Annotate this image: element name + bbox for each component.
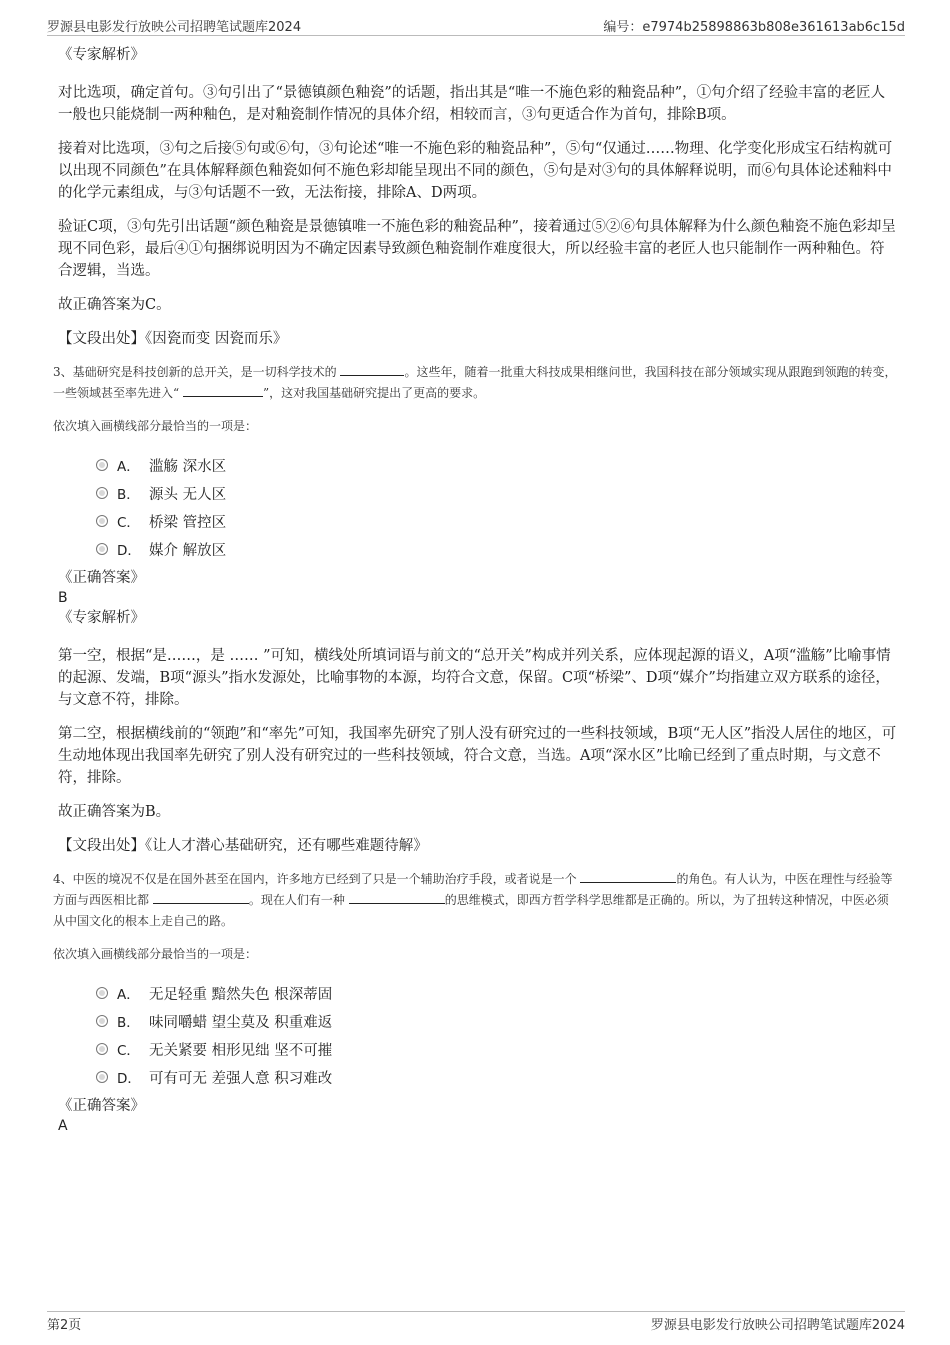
- prev-source: 【文段出处】《因瓷而变 因瓷而乐》: [58, 331, 288, 347]
- header-title: 罗源县电影发行放映公司招聘笔试题库2024: [47, 20, 302, 35]
- question-3-analysis-label: 《专家解析》: [58, 610, 145, 626]
- question-4-blank-3: [349, 890, 445, 904]
- question-3-analysis-paragraph-1: 第一空，根据“是……，是 …… ”可知，横线处所填词语与前文的“总开关”构成并列关系，应体现起源的语义，A项“滥觞”比喻事情的起源、发端，B项“源头”指水发源处，比喻事物的本源，均符合文意，保留。C项“桥梁”、D项“媒介”均指建立双方联系的途径，与文意不符，排除。: [58, 648, 891, 708]
- question-4-option-c[interactable]: C． 无关紧要 相形见绌 坚不可摧: [96, 1035, 898, 1063]
- question-4-option-a[interactable]: A． 无足轻重 黯然失色 根深蒂固: [96, 979, 898, 1007]
- question-4-answer-label: 《正确答案》: [58, 1098, 145, 1114]
- header-divider: [47, 35, 905, 36]
- footer-title: 罗源县电影发行放映公司招聘笔试题库2024: [650, 1318, 905, 1333]
- header-code: 编号：e7974b25898863b808e361613ab6c15d: [603, 20, 905, 35]
- question-3-analysis-paragraph-2: 第二空，根据横线前的“领跑”和“率先”可知，我国率先研究了别人没有研究过的一些科技领域，B项“无人区”指没人居住的地区，可生动地体现出我国率先研究了别人没有研究过的一些科技领域，符合文意，当选。A项“深水区”比喻已经到了重点时期，与文意不符，排除。: [58, 726, 897, 786]
- question-4-option-d[interactable]: D． 可有可无 差强人意 积习难改: [96, 1063, 898, 1091]
- question-3-blank-2: [183, 383, 263, 397]
- question-4-text: 4、中医的境况不仅是在国外甚至在国内，许多地方已经到了只是一个辅助治疗手段，或者说是一个 的角色。有人认为，中医在理性与经验等方面与西医相比都 。现在人们有一种 的思维模式，即西方哲学科学思维都是正确的。所以，为了扭转这种情况，中医必须从中国文化的根本上走自己的路。: [53, 869, 898, 932]
- question-3-conclusion: 故正确答案为B。: [58, 804, 171, 820]
- question-4-option-b[interactable]: B． 味同嚼蜡 望尘莫及 积重难返: [96, 1007, 898, 1035]
- question-3-source: 【文段出处】《让人才潜心基础研究，还有哪些难题待解》: [58, 838, 428, 854]
- radio-icon[interactable]: [96, 1043, 108, 1055]
- question-4-answer: A: [58, 1118, 68, 1134]
- footer-divider: [47, 1311, 905, 1312]
- prev-analysis-label: 《专家解析》: [58, 47, 145, 63]
- page-content: [53, 44, 898, 1135]
- radio-icon[interactable]: [96, 543, 108, 555]
- footer-page-number: 第2页: [47, 1318, 82, 1333]
- radio-icon[interactable]: [96, 515, 108, 527]
- radio-icon[interactable]: [96, 1071, 108, 1083]
- radio-icon[interactable]: [96, 987, 108, 999]
- prev-analysis-paragraph-2: 接着对比选项，③句之后接⑤句或⑥句，③句论述“唯一不施色彩的釉瓷品种”，⑤句“仅通过……物理、化学变化形成宝石结构就可以出现不同颜色”在具体解释颜色釉瓷如何不施色彩却能呈现出不同的颜色，⑤句是对③句的具体解释说明，而⑥句具体论述釉料中的化学元素组成，与③句话题不一致，无法衔接，排除A、D两项。: [58, 141, 893, 201]
- question-4-blank-2: [153, 890, 249, 904]
- question-3-options: [96, 451, 898, 563]
- question-3-blank-1: [340, 362, 404, 376]
- radio-icon[interactable]: [96, 1015, 108, 1027]
- radio-icon[interactable]: [96, 459, 108, 471]
- page-header: [0, 0, 950, 36]
- question-3-text: 3、基础研究是科技创新的总开关，是一切科学技术的 。这些年，随着一批重大科技成果相继问世，我国科技在部分领域实现从跟跑到领跑的转变，一些领域甚至率先进入“ ”，这对我国基础研究提出了更高的要求。: [53, 362, 898, 404]
- question-4-options: [96, 979, 898, 1091]
- prev-analysis-paragraph-3: 验证C项，③句先引出话题“颜色釉瓷是景德镇唯一不施色彩的釉瓷品种”，接着通过⑤②⑥句具体解释为什么颜色釉瓷不施色彩却呈现不同色彩，最后④①句捆绑说明因为不确定因素导致颜色釉瓷制作难度很大，所以经验丰富的老匠人也只能制作一两种釉色。符合逻辑，当选。: [58, 219, 896, 279]
- radio-icon[interactable]: [96, 487, 108, 499]
- question-3-option-b[interactable]: B． 源头 无人区: [96, 479, 898, 507]
- question-3-answer-label: 《正确答案》: [58, 570, 145, 586]
- question-3-prompt: 依次填入画横线部分最恰当的一项是：: [53, 419, 258, 433]
- question-3-option-d[interactable]: D． 媒介 解放区: [96, 535, 898, 563]
- question-4-blank-1: [580, 869, 676, 883]
- prev-analysis-paragraph-1: 对比选项，确定首句。③句引出了“景德镇颜色釉瓷”的话题，指出其是“唯一不施色彩的釉瓷品种”，①句介绍了经验丰富的老匠人一般也只能烧制一两种釉色，是对釉瓷制作情况的具体介绍，相较而言，③句更适合作为首句，排除B项。: [58, 85, 886, 123]
- prev-conclusion: 故正确答案为C。: [58, 297, 171, 313]
- question-4-prompt: 依次填入画横线部分最恰当的一项是：: [53, 947, 258, 961]
- question-3-option-c[interactable]: C． 桥梁 管控区: [96, 507, 898, 535]
- question-3-answer: B: [58, 590, 68, 606]
- question-3-option-a[interactable]: A． 滥觞 深水区: [96, 451, 898, 479]
